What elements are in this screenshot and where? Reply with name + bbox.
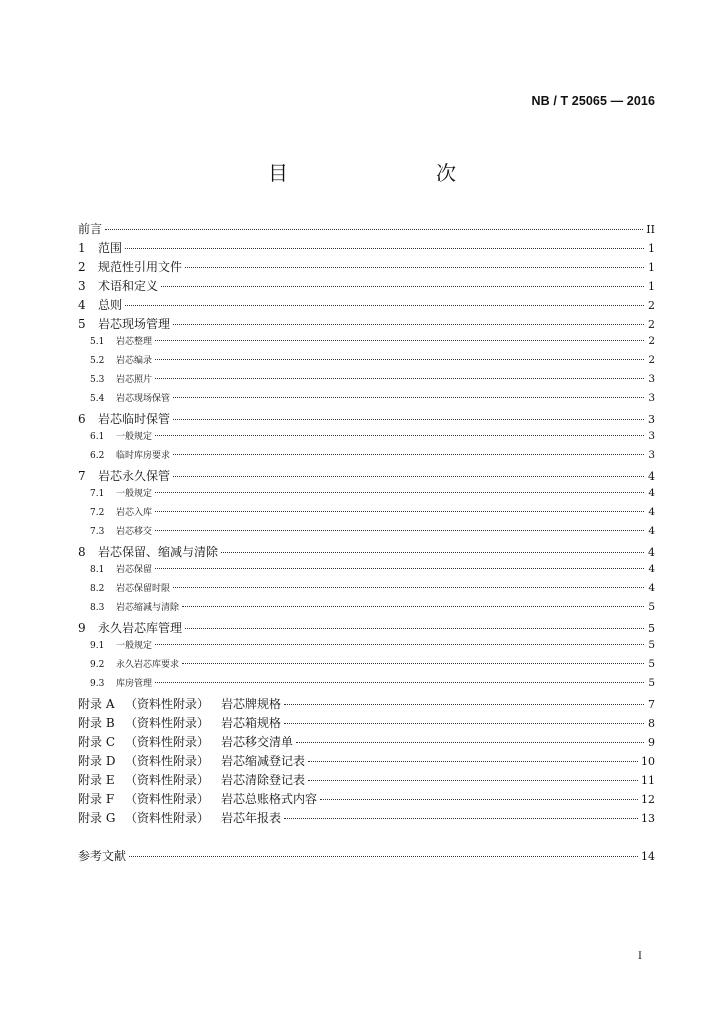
section-title: 岩芯保留、缩减与清除	[98, 545, 219, 559]
toc-section-entry[interactable]	[78, 543, 655, 562]
dot-leader	[284, 723, 644, 724]
toc-entry-label	[90, 524, 152, 537]
toc-entry-label	[78, 619, 182, 636]
dot-leader	[155, 511, 644, 512]
page-ref: 13	[641, 812, 655, 825]
section-title: 岩芯牌规格	[221, 697, 282, 711]
page-ref: 5	[648, 658, 655, 670]
section-title: 一般规定	[116, 641, 153, 651]
dot-leader	[161, 286, 644, 287]
page-ref: 4	[648, 506, 655, 518]
section-title: 岩芯现场管理	[98, 317, 171, 331]
toc-entry-label	[90, 505, 152, 518]
toc-appendix-entry[interactable]	[78, 752, 655, 771]
section-number: 9.3	[90, 679, 105, 689]
appendix-id: 附录 F	[78, 792, 115, 806]
toc-section-entry[interactable]	[78, 296, 655, 315]
toc-entry-label	[78, 790, 317, 807]
dot-leader	[308, 761, 638, 762]
toc-subsection-entry[interactable]	[78, 600, 655, 619]
dot-leader	[173, 397, 644, 398]
section-number: 8.3	[90, 603, 105, 613]
toc-subsection-entry[interactable]	[78, 448, 655, 467]
page-ref: 10	[641, 755, 655, 768]
page-ref: 3	[648, 373, 655, 385]
section-number: 5.1	[90, 337, 105, 347]
page-ref: 1	[648, 280, 655, 293]
page-ref: 4	[648, 525, 655, 537]
toc-entry-label	[78, 847, 126, 864]
dot-leader	[155, 492, 644, 493]
toc-appendix-entry[interactable]	[78, 733, 655, 752]
dot-leader	[155, 435, 644, 436]
appendix-id: 附录 B	[78, 716, 115, 730]
appendix-type: （资料性附录）	[125, 735, 210, 749]
toc-entry-label	[90, 486, 152, 499]
page-ref: 3	[648, 449, 655, 461]
toc-entry-label	[90, 600, 179, 613]
section-title: 岩芯永久保管	[98, 469, 171, 483]
section-number: 7.1	[90, 489, 105, 499]
toc-entry-label	[78, 467, 170, 484]
page-ref: 5	[648, 601, 655, 613]
table-of-contents	[78, 220, 655, 866]
section-number: 8.2	[90, 584, 105, 594]
page-ref: 3	[648, 392, 655, 404]
section-title: 岩芯保留时限	[116, 584, 171, 594]
section-title: 一般规定	[116, 489, 153, 499]
toc-subsection-entry[interactable]	[78, 581, 655, 600]
dot-leader	[185, 267, 644, 268]
page-ref: 7	[648, 698, 655, 711]
appendix-type: （资料性附录）	[125, 697, 210, 711]
toc-entry-label	[90, 657, 179, 670]
page-ref: 8	[648, 717, 655, 730]
toc-subsection-entry[interactable]	[78, 676, 655, 695]
dot-leader	[173, 324, 644, 325]
toc-entry-label	[78, 543, 218, 560]
page-ref: 12	[641, 793, 655, 806]
section-number: 5.3	[90, 375, 105, 385]
appendix-id: 附录 C	[78, 735, 115, 749]
section-title: 岩芯入库	[116, 508, 153, 518]
toc-section-entry[interactable]	[78, 220, 655, 239]
toc-entry-label	[78, 258, 182, 275]
section-number: 1	[78, 241, 86, 255]
section-title: 岩芯年报表	[221, 811, 282, 825]
page-ref: 4	[648, 546, 655, 559]
toc-appendix-entry[interactable]	[78, 695, 655, 714]
dot-leader	[125, 248, 644, 249]
dot-leader	[155, 359, 644, 360]
appendix-id: 附录 D	[78, 754, 116, 768]
toc-entry-label	[78, 771, 305, 788]
toc-entry-label	[78, 733, 293, 750]
section-title: 一般规定	[116, 432, 153, 442]
page-ref: 4	[648, 487, 655, 499]
appendix-type: （资料性附录）	[125, 716, 210, 730]
section-number: 9	[78, 621, 86, 635]
toc-subsection-entry[interactable]	[78, 657, 655, 676]
dot-leader	[284, 818, 638, 819]
page-ref: 2	[648, 354, 655, 366]
toc-entry-label	[90, 429, 152, 442]
section-title: 岩芯临时保管	[98, 412, 171, 426]
appendix-type: （资料性附录）	[125, 792, 210, 806]
section-number: 9.1	[90, 641, 105, 651]
toc-entry-label	[78, 695, 281, 712]
section-title: 岩芯箱规格	[221, 716, 282, 730]
dot-leader	[173, 419, 644, 420]
toc-section-entry[interactable]	[78, 467, 655, 486]
section-title: 永久岩芯库管理	[98, 621, 183, 635]
page-ref: 9	[648, 736, 655, 749]
page-ref: 4	[648, 563, 655, 575]
page-ref: 4	[648, 470, 655, 483]
toc-entry-label	[78, 410, 170, 427]
dot-leader	[129, 856, 638, 857]
section-title: 岩芯缩减登记表	[221, 754, 306, 768]
toc-subsection-entry[interactable]	[78, 486, 655, 505]
section-title: 术语和定义	[98, 279, 159, 293]
section-title: 参考文献	[78, 849, 127, 863]
toc-entry-label	[78, 277, 158, 294]
section-number: 5	[78, 317, 86, 331]
section-number: 9.2	[90, 660, 105, 670]
dot-leader	[308, 780, 638, 781]
page-ref: 1	[648, 242, 655, 255]
toc-entry-label	[90, 581, 170, 594]
page-ref: 2	[648, 299, 655, 312]
page-ref: 5	[648, 677, 655, 689]
section-number: 8	[78, 545, 86, 559]
dot-leader	[221, 552, 644, 553]
section-number: 3	[78, 279, 86, 293]
section-number: 7.2	[90, 508, 105, 518]
section-title: 岩芯移交	[116, 527, 153, 537]
toc-entry-label	[90, 353, 152, 366]
dot-leader	[155, 530, 644, 531]
appendix-type: （资料性附录）	[125, 773, 210, 787]
dot-leader	[182, 663, 644, 664]
dot-leader	[125, 305, 644, 306]
toc-section-entry[interactable]	[78, 258, 655, 277]
dot-leader	[105, 229, 643, 230]
section-title: 前言	[78, 222, 103, 236]
dot-leader	[155, 644, 644, 645]
page-number: I	[638, 951, 642, 962]
section-title: 岩芯移交清单	[221, 735, 294, 749]
dot-leader	[155, 682, 644, 683]
toc-entry-label	[78, 315, 170, 332]
section-title: 岩芯清除登记表	[221, 773, 306, 787]
dot-leader	[155, 378, 644, 379]
toc-entry-label	[78, 296, 122, 313]
toc-entry-label	[78, 239, 122, 256]
dot-leader	[284, 704, 644, 705]
page-ref: 2	[648, 318, 655, 331]
toc-appendix-entry[interactable]	[78, 714, 655, 733]
dot-leader	[155, 340, 644, 341]
section-number: 7	[78, 469, 86, 483]
toc-subsection-entry[interactable]	[78, 429, 655, 448]
appendix-id: 附录 A	[78, 697, 115, 711]
section-title: 临时库房要求	[116, 451, 171, 461]
page-ref: 3	[648, 430, 655, 442]
section-title: 岩芯保留	[116, 565, 153, 575]
dot-leader	[296, 742, 644, 743]
standard-code: NB / T 25065 — 2016	[531, 94, 655, 108]
section-number: 6.1	[90, 432, 105, 442]
page-ref: 3	[648, 413, 655, 426]
toc-entry-label	[78, 714, 281, 731]
toc-section-entry[interactable]	[78, 239, 655, 258]
dot-leader	[173, 454, 644, 455]
section-number: 6	[78, 412, 86, 426]
toc-entry-label	[78, 220, 102, 237]
toc-entry-label	[78, 752, 305, 769]
section-title: 岩芯总账格式内容	[221, 792, 318, 806]
toc-subsection-entry[interactable]	[78, 391, 655, 410]
toc-entry-label	[90, 448, 170, 461]
toc-appendix-entry[interactable]	[78, 771, 655, 790]
page-ref: 2	[648, 335, 655, 347]
toc-entry-label	[90, 391, 170, 404]
toc-entry-label	[90, 638, 152, 651]
page-title: 目 次	[268, 161, 492, 185]
toc-entry-label	[90, 562, 152, 575]
page-ref: 5	[648, 622, 655, 635]
section-title: 岩芯照片	[116, 375, 153, 385]
section-number: 8.1	[90, 565, 105, 575]
section-title: 岩芯编录	[116, 356, 153, 366]
toc-section-entry[interactable]	[78, 410, 655, 429]
section-number: 2	[78, 260, 86, 274]
section-title: 范围	[98, 241, 123, 255]
section-title: 岩芯现场保管	[116, 394, 171, 404]
page-ref: 11	[641, 774, 655, 787]
page-ref: 1	[648, 261, 655, 274]
section-number: 7.3	[90, 527, 105, 537]
toc-subsection-entry[interactable]	[78, 505, 655, 524]
dot-leader	[182, 606, 644, 607]
dot-leader	[155, 568, 644, 569]
toc-subsection-entry[interactable]	[78, 638, 655, 657]
section-number: 5.2	[90, 356, 105, 366]
toc-subsection-entry[interactable]	[78, 372, 655, 391]
section-number: 4	[78, 298, 86, 312]
toc-appendix-entry[interactable]	[78, 790, 655, 809]
page-ref: 14	[641, 850, 655, 863]
toc-subsection-entry[interactable]	[78, 562, 655, 581]
appendix-type: （资料性附录）	[125, 811, 210, 825]
section-title: 总则	[98, 298, 123, 312]
page-ref: II	[646, 223, 655, 236]
toc-entry-label	[90, 334, 152, 347]
appendix-id: 附录 G	[78, 811, 116, 825]
section-title: 库房管理	[116, 679, 153, 689]
toc-section-entry[interactable]	[78, 315, 655, 334]
toc-entry-label	[90, 372, 152, 385]
dot-leader	[173, 476, 644, 477]
toc-entry-label	[78, 809, 281, 826]
toc-section-entry[interactable]	[78, 619, 655, 638]
section-number: 6.2	[90, 451, 105, 461]
dot-leader	[173, 587, 644, 588]
toc-entry-label	[90, 676, 152, 689]
section-number: 5.4	[90, 394, 105, 404]
section-title: 岩芯整理	[116, 337, 153, 347]
dot-leader	[185, 628, 644, 629]
toc-subsection-entry[interactable]	[78, 353, 655, 372]
page-ref: 5	[648, 639, 655, 651]
toc-section-entry[interactable]	[78, 847, 655, 866]
section-title: 永久岩芯库要求	[116, 660, 180, 670]
toc-subsection-entry[interactable]	[78, 334, 655, 353]
dot-leader	[320, 799, 638, 800]
appendix-id: 附录 E	[78, 773, 115, 787]
page-ref: 4	[648, 582, 655, 594]
appendix-type: （资料性附录）	[125, 754, 210, 768]
toc-section-entry[interactable]	[78, 277, 655, 296]
section-title: 规范性引用文件	[98, 260, 183, 274]
toc-subsection-entry[interactable]	[78, 524, 655, 543]
section-title: 岩芯缩减与清除	[116, 603, 180, 613]
toc-appendix-entry[interactable]	[78, 809, 655, 828]
